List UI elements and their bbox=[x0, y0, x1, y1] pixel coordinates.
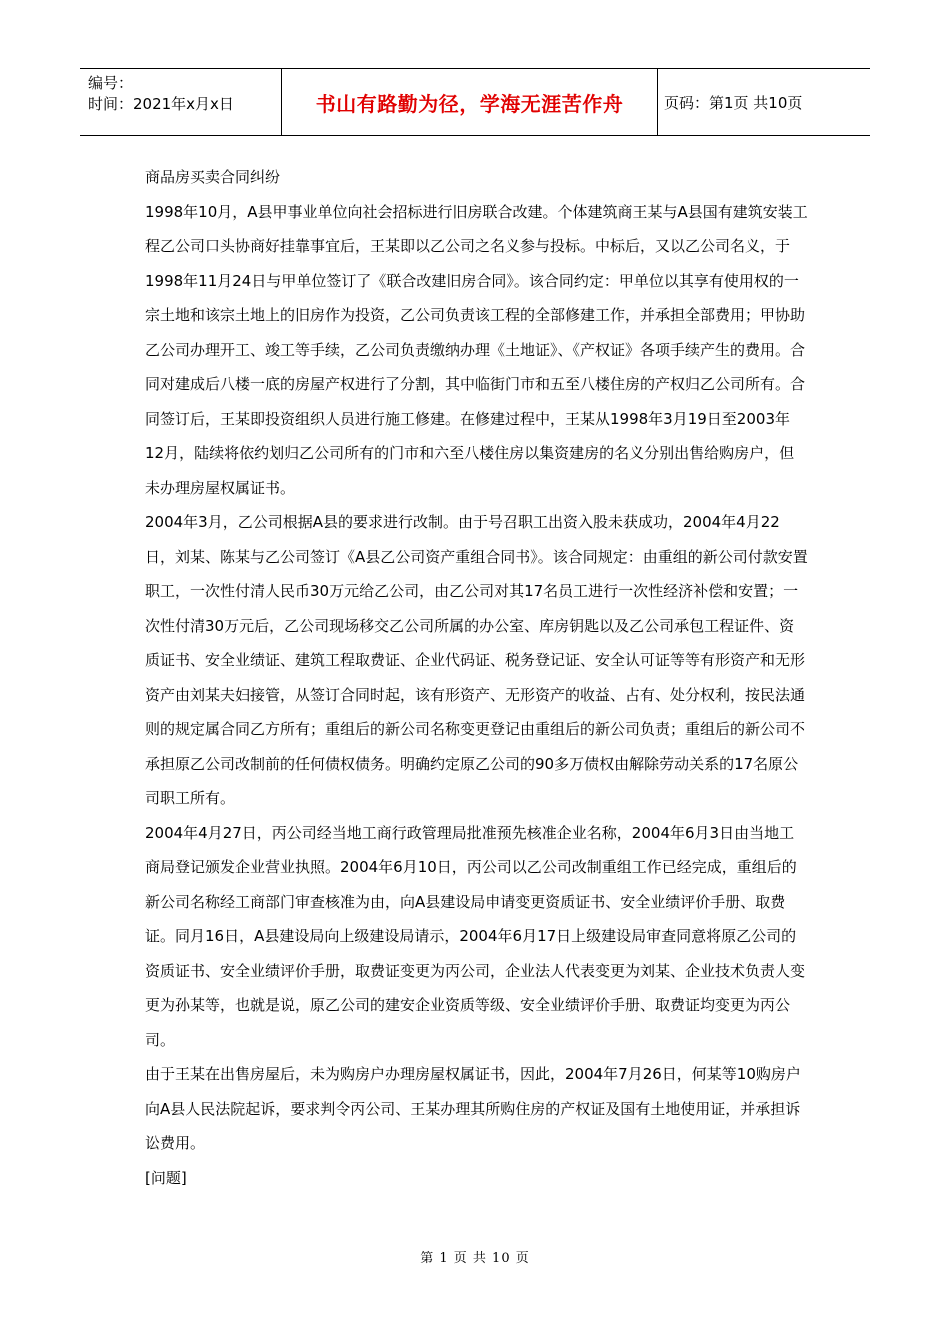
question-heading: [问题] bbox=[145, 1168, 187, 1187]
document-title: 商品房买卖合同纠纷 bbox=[145, 168, 281, 186]
document-date: 时间：2021年x月x日 bbox=[88, 95, 234, 113]
paragraph-4: 由于王某在出售房屋后，未为购房户办理房屋权属证书，因此，2004年7月26日，何某等10购房户向A县人民法院起诉，要求判令丙公司、王某办理其所购住房的产权证及国有土地使用证，并承担诉讼费用。 bbox=[145, 1065, 801, 1152]
page-footer: 第 1 页 共 10 页 bbox=[420, 1251, 530, 1266]
paragraph-3: 2004年4月27日，丙公司经当地工商行政管理局批准预先核准企业名称，2004年6月3日由当地工商局登记颁发企业营业执照。2004年6月10日，丙公司以乙公司改制重组工作已经完成，重组后的新公司名称经工商部门审查核准为由，向A县建设局申请变更资质证书、安全业绩评价手册、取费证。同月16日，A县建设局向上级建设局请示，2004年6月17日上级建设局审查同意将原乙公司的资质证书、安全业绩评价手册，取费证变更为丙公司，企业法人代表变更为刘某、企业技术负责人变更为孙某等，也就是说，原乙公司的建安企业资质等级、安全业绩评价手册、取费证均变更为丙公司。 bbox=[145, 823, 806, 1049]
header-page-info-cell bbox=[658, 69, 870, 135]
header-meta bbox=[80, 69, 282, 135]
document-body bbox=[145, 160, 809, 1195]
paragraph-1: 1998年10月，A县甲事业单位向社会招标进行旧房联合改建。个体建筑商王某与A县国有建筑安装工程乙公司口头协商好挂靠事宜后，王某即以乙公司之名义参与投标。中标后，又以乙公司名义，于1998年11月24日与甲单位签订了《联合改建旧房合同》。该合同约定：甲单位以其享有使用权的一宗土地和该宗土地上的旧房作为投资，乙公司负责该工程的全部修建工作，并承担全部费用；甲协助乙公司办理开工、竣工等手续，乙公司负责缴纳办理《土地证》、《产权证》各项手续产生的费用。合同对建成后八楼一底的房屋产权进行了分割，其中临街门市和五至八楼住房的产权归乙公司所有。合同签订后，王某即投资组织人员进行施工修建。在修建过程中，王某从1998年3月19日至2003年12月，陆续将依约划归乙公司所有的门市和六至八楼住房以集资建房的名义分别出售给购房户，但未办理房屋权属证书。 bbox=[145, 202, 808, 497]
page-header bbox=[80, 68, 870, 136]
paragraph-2: 2004年3月，乙公司根据A县的要求进行改制。由于号召职工出资入股未获成功，2004年4月22日，刘某、陈某与乙公司签订《A县乙公司资产重组合同书》。该合同规定：由重组的新公司付款安置职工，一次性付清人民币30万元给乙公司，由乙公司对其17名员工进行一次性经济补偿和安置；一次性付清30万元后，乙公司现场移交乙公司所属的办公室、库房钥匙以及乙公司承包工程证件、资质证书、安全业绩证、建筑工程取费证、企业代码证、税务登记证、安全认可证等等有形资产和无形资产由刘某夫妇接管，从签订合同时起，该有形资产、无形资产的收益、占有、处分权利，按民法通则的规定属合同乙方所有；重组后的新公司名称变更登记由重组后的新公司负责；重组后的新公司不承担原乙公司改制前的任何债权债务。明确约定原乙公司的90多万债权由解除劳动关系的17名原公司职工所有。 bbox=[145, 513, 808, 807]
header-motto-cell bbox=[282, 69, 658, 135]
header-page-info: 页码：第1页 共10页 bbox=[664, 93, 803, 112]
document-number-label: 编号： bbox=[88, 74, 134, 92]
header-motto: 书山有路勤为径，学海无涯苦作舟 bbox=[315, 91, 624, 116]
